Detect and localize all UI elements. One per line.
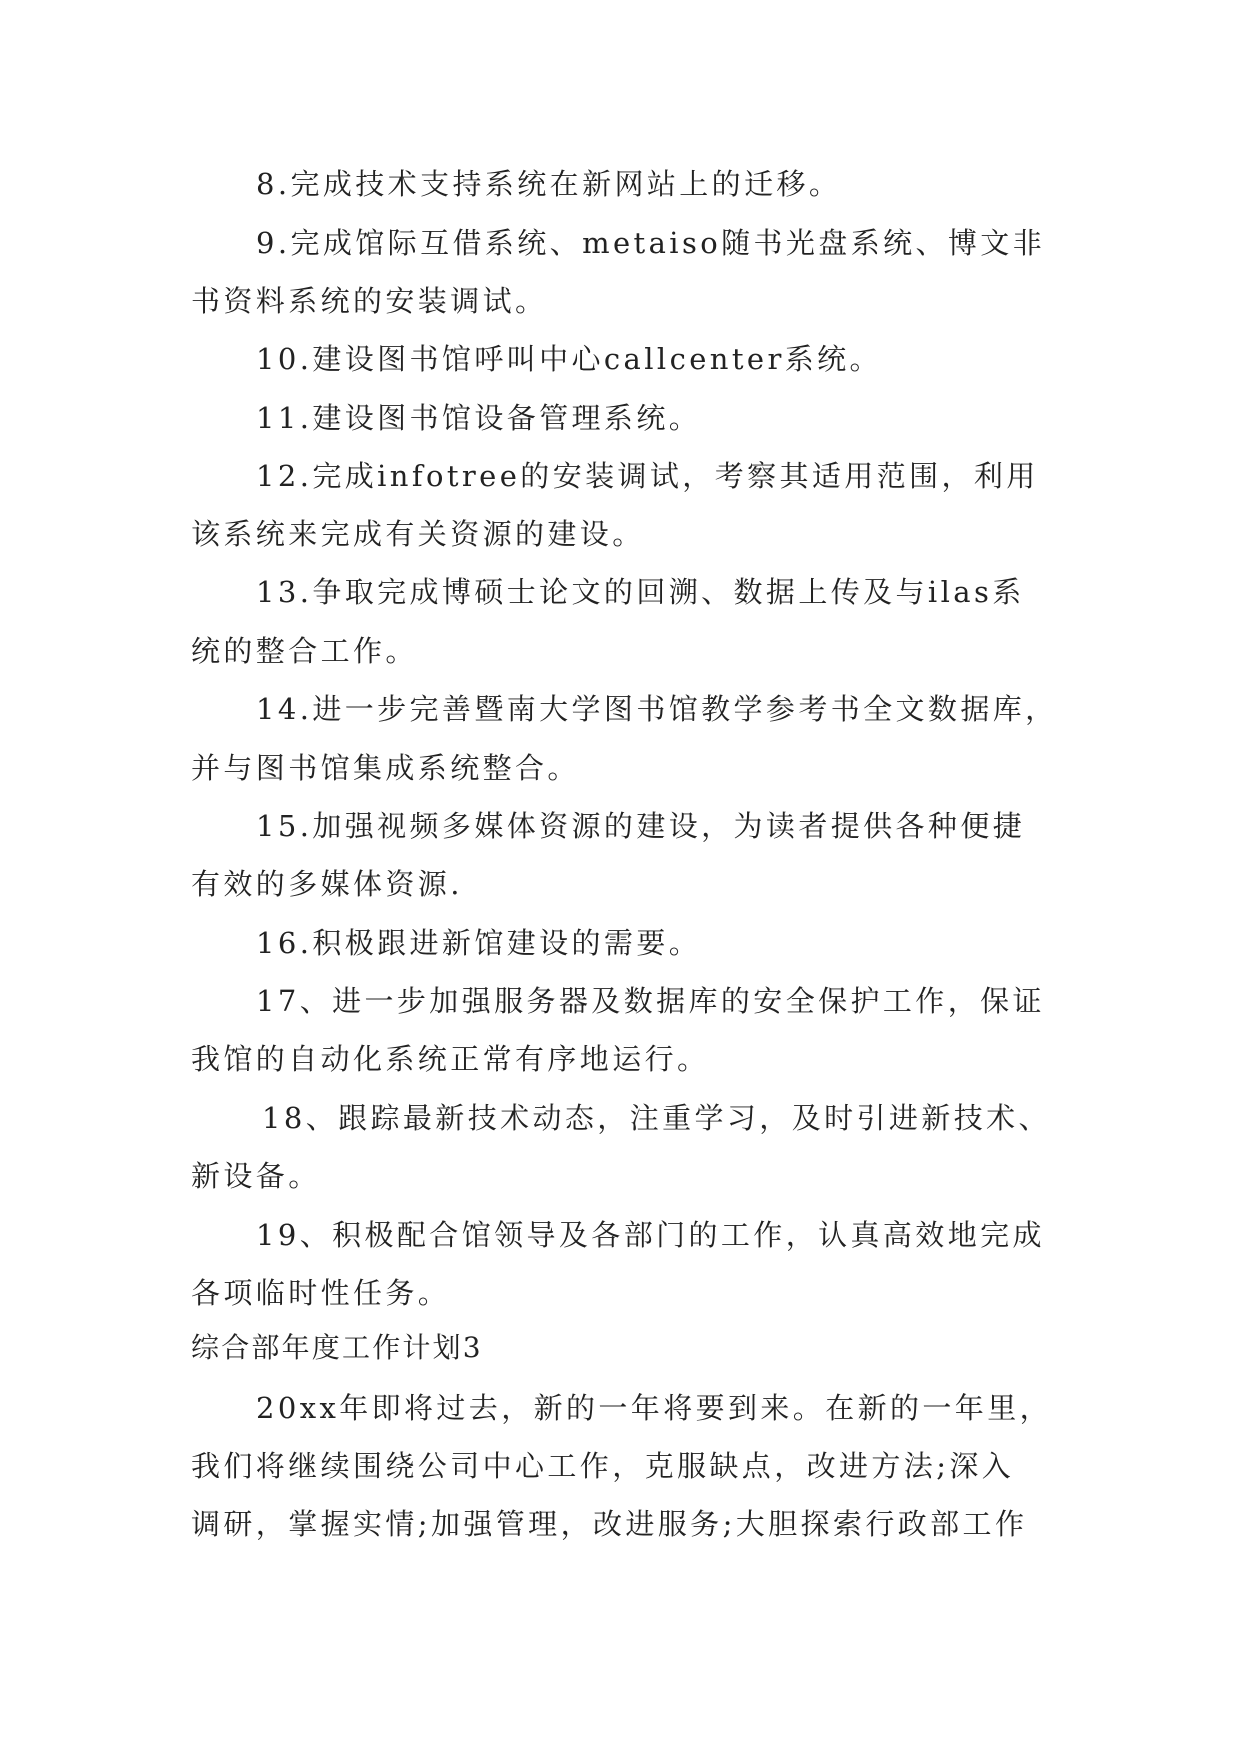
item-8: 8.完成技术支持系统在新网站上的迁移。 bbox=[256, 167, 842, 201]
item-14-line-1: 14.进一步完善暨南大学图书馆教学参考书全文数据库， bbox=[256, 692, 1058, 726]
item-17-line-1: 17、进一步加强服务器及数据库的安全保护工作，保证 bbox=[256, 984, 1045, 1018]
paragraph-line-1: 20xx年即将过去，新的一年将要到来。在新的一年里， bbox=[256, 1391, 1053, 1425]
item-17-line-2: 我馆的自动化系统正常有序地运行。 bbox=[191, 1042, 710, 1076]
item-15-line-1: 15.加强视频多媒体资源的建设，为读者提供各种便捷 bbox=[256, 809, 1026, 843]
item-19-line-1: 19、积极配合馆领导及各部门的工作，认真高效地完成 bbox=[256, 1218, 1045, 1252]
item-16: 16.积极跟进新馆建设的需要。 bbox=[256, 926, 702, 960]
item-10: 10.建设图书馆呼叫中心callcenter系统。 bbox=[256, 342, 882, 376]
item-14-line-2: 并与图书馆集成系统整合。 bbox=[191, 751, 580, 785]
section-heading: 综合部年度工作计划3 bbox=[191, 1331, 483, 1364]
item-13-line-1: 13.争取完成博硕士论文的回溯、数据上传及与ilas系 bbox=[256, 575, 1025, 609]
item-9-line-1: 9.完成馆际互借系统、metaiso随书光盘系统、博文非 bbox=[256, 226, 1046, 260]
item-9-line-2: 书资料系统的安装调试。 bbox=[191, 284, 548, 318]
paragraph-line-2: 我们将继续围绕公司中心工作，克服缺点，改进方法;深入 bbox=[191, 1449, 1015, 1483]
item-18-line-2: 新设备。 bbox=[191, 1159, 321, 1193]
item-15-line-2: 有效的多媒体资源. bbox=[191, 867, 463, 901]
item-18-line-1: 18、跟踪最新技术动态，注重学习，及时引进新技术、 bbox=[262, 1101, 1051, 1135]
item-12-line-1: 12.完成infotree的安装调试，考察其适用范围，利用 bbox=[256, 459, 1039, 493]
paragraph-line-3: 调研，掌握实情;加强管理，改进服务;大胆探索行政部工作 bbox=[191, 1507, 1028, 1541]
item-11: 11.建设图书馆设备管理系统。 bbox=[256, 401, 702, 435]
item-12-line-2: 该系统来完成有关资源的建设。 bbox=[191, 517, 645, 551]
item-13-line-2: 统的整合工作。 bbox=[191, 634, 418, 668]
item-19-line-2: 各项临时性任务。 bbox=[191, 1276, 451, 1310]
